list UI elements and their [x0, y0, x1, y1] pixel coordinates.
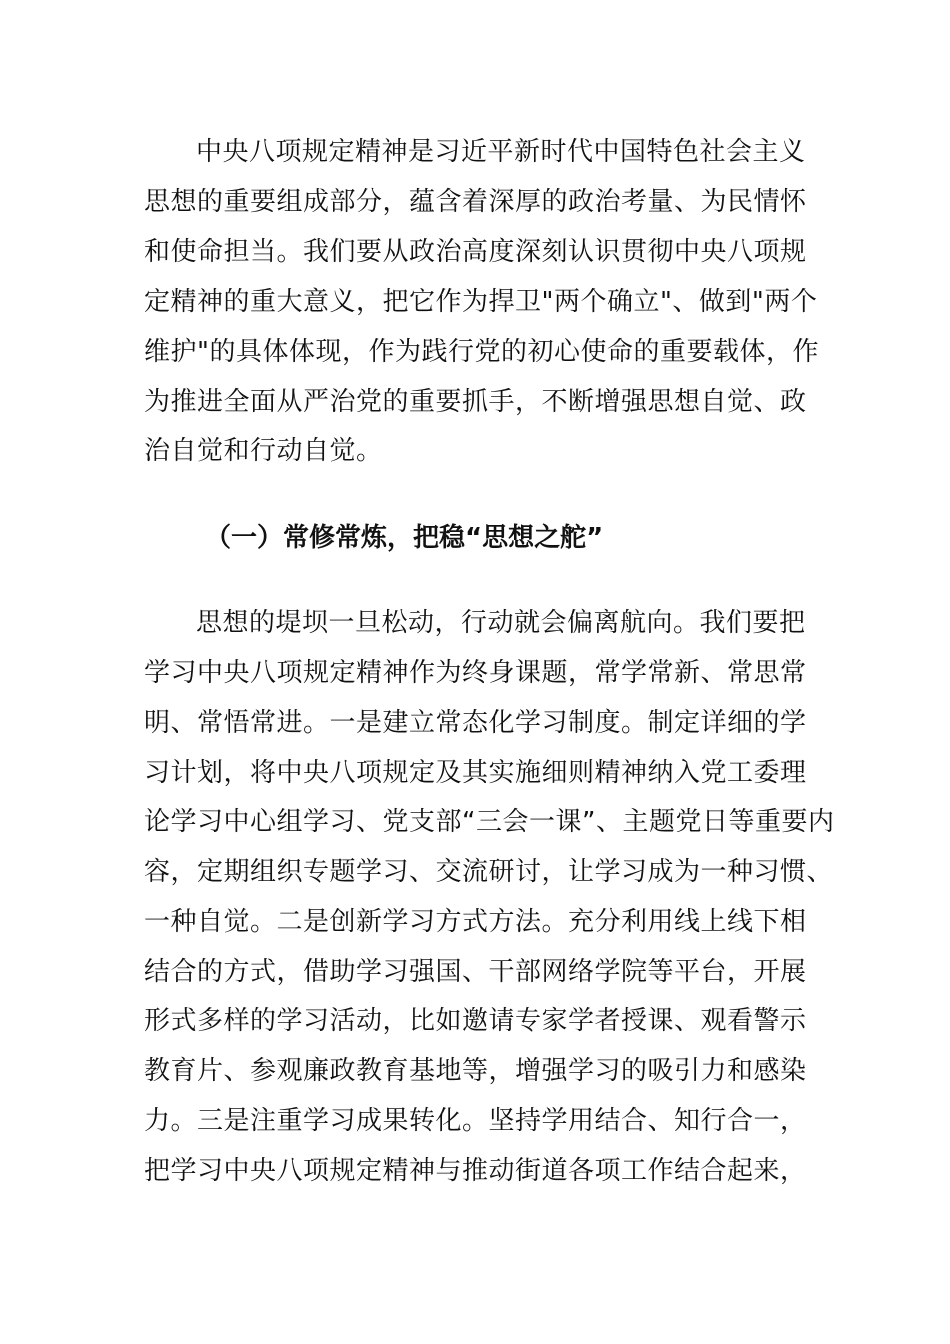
paragraph-line: 习计划，将中央八项规定及其实施细则精神纳入党工委理	[144, 758, 807, 788]
paragraph-line: 思想的重要组成部分，蕴含着深厚的政治考量、为民情怀	[144, 187, 807, 217]
paragraph-line: 和使命担当。我们要从政治高度深刻认识贯彻中央八项规	[144, 237, 807, 267]
paragraph-line: 明、常悟常进。一是建立常态化学习制度。制定详细的学	[144, 708, 807, 738]
paragraph-line: 结合的方式，借助学习强国、干部网络学院等平台，开展	[144, 957, 807, 987]
paragraph-line: 力。三是注重学习成果转化。坚持学用结合、知行合一，	[144, 1106, 807, 1136]
section-heading: （一）常修常炼，把稳“思想之舵”	[205, 523, 604, 553]
paragraph-line: 思想的堤坝一旦松动，行动就会偏离航向。我们要把	[196, 608, 806, 638]
paragraph-line: 学习中央八项规定精神作为终身课题，常学常新、常思常	[144, 658, 807, 688]
paragraph-line: 一种自觉。二是创新学习方式方法。充分利用线上线下相	[144, 907, 807, 937]
paragraph-line: 中央八项规定精神是习近平新时代中国特色社会主义	[196, 137, 806, 167]
paragraph-line: 教育片、参观廉政教育基地等，增强学习的吸引力和感染	[144, 1056, 807, 1086]
paragraph-line: 把学习中央八项规定精神与推动街道各项工作结合起来，	[144, 1156, 807, 1186]
paragraph-line: 容，定期组织专题学习、交流研讨，让学习成为一种习惯、	[144, 857, 834, 887]
paragraph-line: 形式多样的学习活动，比如邀请专家学者授课、观看警示	[144, 1006, 807, 1036]
paragraph-line: 为推进全面从严治党的重要抓手，不断增强思想自觉、政	[144, 387, 807, 417]
paragraph-line: 治自觉和行动自觉。	[144, 436, 383, 466]
paragraph-line: 论学习中心组学习、党支部“三会一课”、主题党日等重要内	[144, 807, 835, 837]
paragraph-line: 维护"的具体体现，作为践行党的初心使命的重要载体，作	[144, 337, 819, 367]
paragraph-line: 定精神的重大意义，把它作为捍卫"两个确立"、做到"两个	[144, 287, 818, 317]
